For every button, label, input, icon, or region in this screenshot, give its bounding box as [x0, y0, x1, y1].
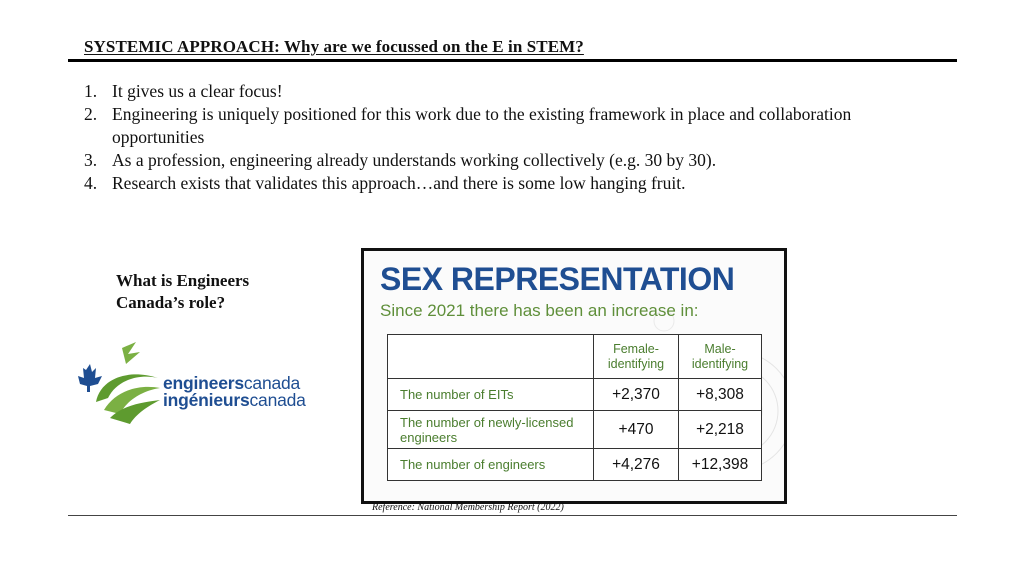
- representation-table: [387, 334, 762, 481]
- list-number: 3.: [84, 150, 98, 170]
- footer-divider: [68, 515, 957, 516]
- role-line: What is Engineers: [116, 271, 250, 290]
- row-label: The number of engineers: [388, 449, 594, 481]
- logo-word: engineers: [163, 373, 244, 393]
- header-text: Male-: [704, 341, 736, 356]
- list-text: Research exists that validates this approach…and there is some low hanging fruit.: [112, 173, 686, 193]
- female-value: +2,370: [594, 379, 679, 411]
- list-text: As a profession, engineering already understands working collectively (e.g. 30 by 30).: [112, 150, 717, 170]
- list-text: Engineering is uniquely positioned for this work due to the existing framework in place and collaboration opportunities: [112, 104, 852, 147]
- row-label-line: The number of newly-licensed: [400, 414, 574, 430]
- male-value: +8,308: [679, 379, 762, 411]
- table-row: [388, 411, 762, 449]
- title-divider: [68, 59, 957, 62]
- role-line: Canada’s role?: [116, 293, 226, 312]
- male-value: +2,218: [679, 411, 762, 449]
- reference-note: Reference: National Membership Report (2022): [372, 502, 564, 513]
- female-value: +4,276: [594, 449, 679, 481]
- logo-word: canada: [249, 390, 306, 410]
- table-row: [388, 379, 762, 411]
- maple-swoosh-icon: [76, 340, 166, 430]
- list-text: It gives us a clear focus!: [112, 81, 283, 101]
- list-number: 1.: [84, 81, 98, 101]
- list-number: 2.: [84, 104, 98, 124]
- panel-subtitle: Since 2021 there has been an increase in:: [380, 301, 699, 320]
- table-header-row: [388, 335, 762, 379]
- male-value: +12,398: [679, 449, 762, 481]
- sex-representation-panel: [361, 248, 787, 504]
- column-header-female: [594, 335, 679, 379]
- list-item: [84, 80, 884, 103]
- row-label: The number of EITs: [388, 379, 594, 411]
- list-item: [84, 172, 884, 195]
- list-item: [84, 149, 884, 172]
- logo-word: canada: [243, 373, 301, 393]
- row-label-line: engineers: [400, 429, 458, 445]
- role-question: [116, 270, 249, 314]
- slide-title: SYSTEMIC APPROACH: Why are we focussed on the E in STEM?: [84, 37, 584, 56]
- header-text: identifying: [691, 356, 749, 371]
- logo-word: ingénieurs: [163, 390, 250, 410]
- female-value: +470: [594, 411, 679, 449]
- header-blank-cell: [388, 335, 594, 379]
- logo-wordmark: [163, 375, 306, 409]
- header-text: identifying: [607, 356, 665, 371]
- list-item: [84, 103, 884, 149]
- panel-title: SEX REPRESENTATION: [380, 261, 735, 297]
- column-header-male: [679, 335, 762, 379]
- header-text: Female-: [613, 341, 659, 356]
- list-number: 4.: [84, 173, 98, 193]
- reasons-list: [84, 80, 884, 195]
- engineers-canada-logo: [76, 340, 316, 430]
- row-label: [388, 411, 594, 449]
- table-row: [388, 449, 762, 481]
